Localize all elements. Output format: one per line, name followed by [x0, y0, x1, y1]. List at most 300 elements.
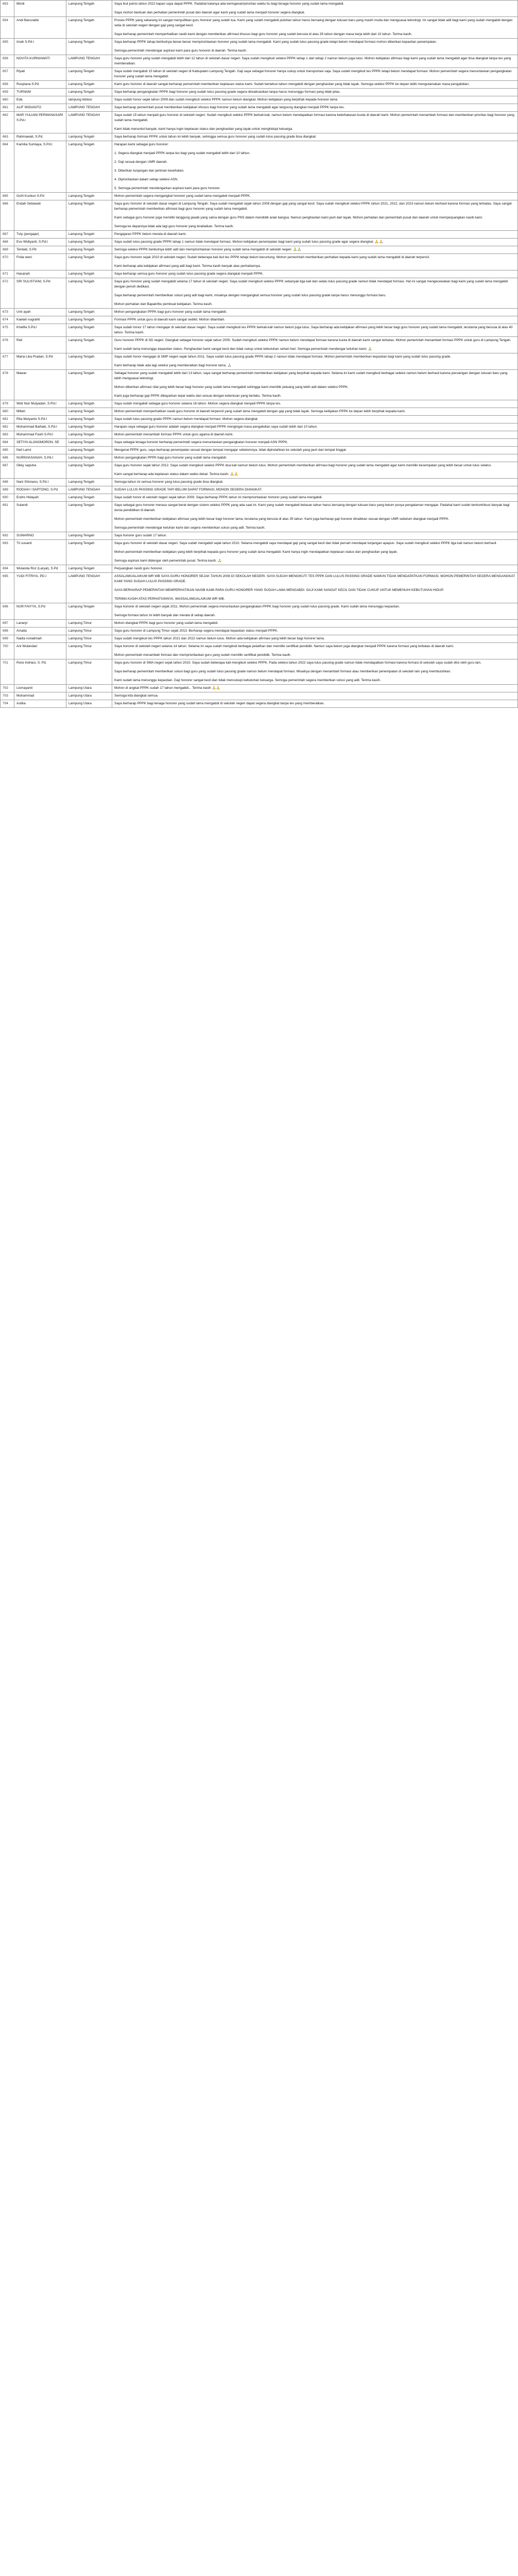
- row-number: 682: [1, 423, 14, 431]
- respondent-location: Lampung Tengah: [66, 431, 112, 439]
- response-text: [112, 416, 518, 423]
- table-row: [1, 494, 518, 502]
- table-row: [1, 193, 518, 200]
- respondent-location: Lampung Tengah: [66, 353, 112, 370]
- respondent-name: Muhammad Fasih S.Pd.I: [14, 431, 66, 439]
- respondent-name: Kaelah nugrahti: [14, 316, 66, 324]
- respondent-name: Lismayanti: [14, 685, 66, 692]
- table-row: [1, 112, 518, 133]
- response-text: [112, 270, 518, 278]
- respondent-location: Lampung Tengah: [66, 81, 112, 89]
- response-paragraph: Saya sudah mengabdi sebagai guru honorer selama 16 tahun. Mohon segera diangkat menjadi PPPK tanpa tes.: [114, 402, 281, 405]
- table-row: [1, 431, 518, 439]
- row-number: 683: [1, 431, 14, 439]
- table-row: [1, 231, 518, 239]
- response-text: [112, 141, 518, 193]
- respondent-location: Lampung Tengah: [66, 141, 112, 193]
- row-number: 668: [1, 239, 14, 246]
- table-row: [1, 628, 518, 635]
- response-paragraph: Saya guru honorer di sekolah dasar negeri di Lampung Tengah. Saya sudah mengabdi sejak tahun 2008 dengan gaji yang sangat kecil. Saya sudah mengikuti seleksi PPPK tahun 2021, 2022, dan 2023 namun belum berhasil karena formasi yang terbatas. Saya sangat berharap pemerintah memberikan afirmasi bagi guru honorer yang sudah lama mengabdi.: [114, 202, 512, 211]
- response-paragraph: SAYA BERHARAP PEMERINTAH MEMPERHATIKAN NASIB KAMI PARA GURU HONORER YANG SUDAH LAMA MENGABDI. GAJI KAMI SANGAT KECIL DAN TIDAK CUKUP UNTUK MEMENUHI KEBUTUHAN HIDUP.: [114, 588, 444, 592]
- response-paragraph: SUDAH LULUS PASSING GRADE TAPI BELUM DAPAT FORMASI, MOHON SEGERA DIANGKAT.: [114, 488, 263, 492]
- response-paragraph: Mohon perhatian dari Bapak/Ibu pembuat kebijakan. Terima kasih.: [114, 302, 213, 306]
- respondent-name: NURKHASANAH, S.Pd.I: [14, 454, 66, 462]
- response-text: [112, 353, 518, 370]
- response-text: [112, 104, 518, 112]
- respondent-location: Lampung Tengah: [66, 39, 112, 55]
- row-number: 663: [1, 133, 14, 141]
- response-paragraph: Kami sudah lama menunggu kepastian. Gaji honorer sangat kecil dan tidak mencukupi kebutuhan keluarga. Semoga pemerintah segera memberikan solusi yang adil. Terima kasih.: [114, 679, 381, 682]
- response-text: [112, 193, 518, 200]
- row-number: 695: [1, 573, 14, 603]
- respondent-name: Wulanda Roz (Laryal), S.Pd: [14, 565, 66, 573]
- row-number: 678: [1, 370, 14, 400]
- response-paragraph: Saya honorer guru sudah 17 tahun.: [114, 534, 167, 537]
- response-paragraph: Harapan kami sebagai guru honorer:: [114, 143, 169, 146]
- table-row: [1, 370, 518, 400]
- table-row: [1, 620, 518, 628]
- response-paragraph: Kami juga berharap gaji PPPK dibayarkan tepat waktu dan sesuai dengan ketentuan yang berlaku. Terima kasih.: [114, 394, 282, 398]
- response-paragraph: 4. Diprioritaskan dalam setiap seleksi ASN.: [114, 178, 178, 181]
- respondent-name: Widi Noir Mulyadari, S.Pd.I: [14, 400, 66, 408]
- respondent-location: Lampung Tengah: [66, 603, 112, 620]
- response-text: [112, 423, 518, 431]
- respondent-location: Lampung Tengah: [66, 540, 112, 565]
- respondent-location: Lampung Tengah: [66, 502, 112, 532]
- response-text: [112, 494, 518, 502]
- table-row: [1, 309, 518, 316]
- table-row: [1, 603, 518, 620]
- response-paragraph: Semoga tahun ini semua honorer yang lulus passing grade bisa diangkat.: [114, 480, 223, 484]
- row-number: 700: [1, 643, 14, 659]
- response-text: [112, 486, 518, 494]
- row-number: 661: [1, 104, 14, 112]
- respondent-location: Lampung Tengah: [66, 447, 112, 454]
- respondent-location: Lampung Tengah: [66, 133, 112, 141]
- response-text: [112, 479, 518, 486]
- row-number: 687: [1, 462, 14, 479]
- respondent-location: Lampung Tengah: [66, 565, 112, 573]
- response-text: [112, 55, 518, 68]
- row-number: 675: [1, 324, 14, 337]
- table-row: [1, 133, 518, 141]
- respondent-name: Roisi Indriasi, S. Pd.: [14, 659, 66, 685]
- table-row: [1, 104, 518, 112]
- response-paragraph: Saya berharap PPPK bagi tenaga honorer yang sudah lama mengabdi di sekolah negeri dapat segera diangkat tanpa tes yang memberatkan.: [114, 702, 325, 705]
- respondent-name: SRI SULISTIANI, S.Pd: [14, 278, 66, 309]
- row-number: 672: [1, 278, 14, 309]
- respondent-name: Rahmawati, S.Pd.: [14, 133, 66, 141]
- table-row: [1, 423, 518, 431]
- response-paragraph: Saya berharap pengangkatan PPPK bagi honorer yang sudah lulus passing grade segera direalisasikan tanpa harus menunggu formasi yang tidak jelas.: [114, 90, 341, 94]
- row-number: 655: [1, 39, 14, 55]
- response-paragraph: Semoga seleksi PPPK berikutnya lebih adil dan memprioritaskan honorer yang sudah lama mengabdi di sekolah negeri. 🙏🙏: [114, 248, 302, 251]
- row-number: 657: [1, 68, 14, 81]
- table-row: [1, 353, 518, 370]
- row-number: 689: [1, 486, 14, 494]
- response-paragraph: Formasi PPPK untuk guru di daerah kami sangat sedikit. Mohon ditambah.: [114, 318, 225, 321]
- respondent-location: Lampung Tengah: [66, 193, 112, 200]
- row-number: 676: [1, 337, 14, 353]
- response-text: [112, 1, 518, 17]
- table-row: [1, 479, 518, 486]
- table-row: [1, 486, 518, 494]
- respondent-location: Lampung Tengah: [66, 17, 112, 39]
- response-text: [112, 400, 518, 408]
- response-paragraph: Saya berharap pemerintah memberikan solusi yang adil bagi kami, misalnya dengan mengangkat semua honorer yang sudah lulus passing grade tanpa harus menunggu formasi baru.: [114, 294, 386, 297]
- respondent-location: LAMPUNG TENGAH: [66, 104, 112, 112]
- respondent-name: Lanaryi: [14, 620, 66, 628]
- table-row: [1, 439, 518, 447]
- respondent-name: Okky saputra: [14, 462, 66, 479]
- response-text: [112, 454, 518, 462]
- response-paragraph: Mohon pemerintah memberikan kebijakan afirmasi yang lebih besar bagi honorer lama, terutama yang berusia di atas 35 tahun. Kami juga berharap gaji honorer dinaikkan sesuai dengan UMR sebelum diangkat menjadi PPPK.: [114, 517, 450, 521]
- response-paragraph: Saya guru honorer sejak 2010 di sekolah negeri. Sudah beberapa kali ikut tes PPPK tetapi belum beruntung. Mohon pemerintah memberikan perhatian kepada kami yang sudah lama mengabdi di daerah terpencil.: [114, 256, 430, 259]
- respondent-location: Lampung Tengah: [66, 337, 112, 353]
- table-row: [1, 502, 518, 532]
- response-paragraph: Kami guru honorer di daerah sangat berharap pemerintah memberikan kejelasan status kami. Sudah bertahun-tahun mengabdi dengan penghasilan yang tidak layak. Semoga seleksi PPPK ke depan lebih mengutamakan masa pengabdian.: [114, 82, 470, 86]
- respondent-name: Eda: [14, 96, 66, 104]
- responses-table-body: [1, 1, 518, 708]
- row-number: 693: [1, 540, 14, 565]
- response-paragraph: Mohon di angkat PPPK sudah 17 tahun mengabdi... Terima kasih 🙏🙏: [114, 686, 220, 690]
- table-row: [1, 337, 518, 353]
- row-number: 666: [1, 200, 14, 231]
- respondent-name: Endro Hidayah: [14, 494, 66, 502]
- respondent-location: Lampung Tengah: [66, 270, 112, 278]
- respondent-location: Lampung Utara: [66, 692, 112, 700]
- response-text: [112, 112, 518, 133]
- response-text: [112, 239, 518, 246]
- respondent-name: Millah: [14, 408, 66, 416]
- table-row: [1, 55, 518, 68]
- response-paragraph: Proses PPPK yang sekarang ini sangat menyulitkan guru honorer yang sudah tua. Kami yang sudah mengabdi puluhan tahun harus bersaing dengan lulusan baru yang masih muda dan menguasai teknologi. Ini sangat tidak adil bagi kami yang sudah mengabdi dengan setia di sekolah negeri dengan gaji yang sangat kecil.: [114, 19, 513, 27]
- response-text: [112, 620, 518, 628]
- table-row: [1, 200, 518, 231]
- respondent-name: Ruspiana S.Pd: [14, 81, 66, 89]
- table-row: [1, 316, 518, 324]
- respondent-location: Lampung Timur: [66, 635, 112, 643]
- row-number: 681: [1, 416, 14, 423]
- response-paragraph: TERIMA KASIH ATAS PERHATIANNYA. WASSALAMUALAIKUM WR WB.: [114, 597, 225, 601]
- respondent-name: MAR YULIANI PERMANASARI S.Pd.i: [14, 112, 66, 133]
- response-text: [112, 17, 518, 39]
- row-number: 702: [1, 685, 14, 692]
- response-paragraph: Kami berharap tidak ada lagi seleksi yang memberatkan bagi honorer lama. 🙏: [114, 364, 232, 367]
- response-text: [112, 254, 518, 270]
- response-text: [112, 68, 518, 81]
- response-text: [112, 309, 518, 316]
- response-text: [112, 324, 518, 337]
- response-paragraph: Saya sudah mengabdi 15 tahun di sekolah negeri di Kabupaten Lampung Tengah. Gaji saya sebagai honorer hanya cukup untuk transportasi saja. Saya sudah mengikuti tes PPPK tetapi belum mendapat formasi. Mohon pemerintah segera menuntaskan pengangkatan honorer yang sudah lama mengabdi.: [114, 70, 512, 78]
- response-paragraph: Mengenai PPPK guru, saya berharap penempatan sesuai dengan tempat mengajar sebelumnya, tidak dipindahkan ke sekolah yang jauh dari tempat tinggal.: [114, 448, 347, 452]
- row-number: 674: [1, 316, 14, 324]
- response-text: [112, 231, 518, 239]
- response-paragraph: 5. Semoga pemerintah mendengarkan aspirasi kami para guru honorer.: [114, 187, 220, 190]
- respondent-location: Lampung Tengah: [66, 309, 112, 316]
- table-row: [1, 565, 518, 573]
- response-text: [112, 81, 518, 89]
- response-text: [112, 603, 518, 620]
- response-paragraph: Saya sudah lulus passing grade PPPK tahap 1 namun tidak mendapat formasi. Mohon kebijakan penempatan bagi kami yang sudah lulus passing grade agar segera diangkat. 🙏🙏: [114, 240, 384, 244]
- row-number: 662: [1, 112, 14, 133]
- response-text: [112, 246, 518, 254]
- response-paragraph: Saya guru honorer di Lampung Timur sejak 2013. Berharap segera mendapat kepastian status menjadi PPPK.: [114, 629, 278, 633]
- row-number: 673: [1, 309, 14, 316]
- row-number: 685: [1, 447, 14, 454]
- respondent-name: NUR FAIYYA, S.Pd: [14, 603, 66, 620]
- respondent-name: Sulandi: [14, 502, 66, 532]
- respondent-location: Lampung Tengah: [66, 239, 112, 246]
- respondent-name: TURNAM: [14, 89, 66, 96]
- row-number: 703: [1, 692, 14, 700]
- respondent-name: Astika: [14, 700, 66, 708]
- respondent-location: LAMPUNG TENGAH: [66, 486, 112, 494]
- respondent-name: Muhammad: [14, 692, 66, 700]
- response-paragraph: 1. Segera diangkat menjadi PPPK tanpa tes bagi yang sudah mengabdi lebih dari 10 tahun.: [114, 151, 250, 155]
- response-paragraph: Mohon pemerintah memperhatikan nasib guru honorer di daerah terpencil yang sudah lama mengabdi dengan gaji yang tidak layak. Semoga kebijakan PPPK ke depan lebih berpihak kepada kami.: [114, 410, 406, 413]
- table-row: [1, 270, 518, 278]
- response-text: [112, 96, 518, 104]
- table-row: [1, 278, 518, 309]
- table-row: [1, 692, 518, 700]
- response-text: [112, 39, 518, 55]
- table-row: [1, 141, 518, 193]
- table-row: [1, 96, 518, 104]
- row-number: 696: [1, 603, 14, 620]
- response-text: [112, 628, 518, 635]
- response-text: [112, 133, 518, 141]
- respondent-name: RODIAH I SAPTONO, S.Pd: [14, 486, 66, 494]
- respondent-name: Umi ayah: [14, 309, 66, 316]
- response-paragraph: Saya sebagai tenaga honorer berharap pemerintah segera menuntaskan pengangkatan honorer menjadi ASN PPPK.: [114, 440, 288, 444]
- respondent-name: Amalia: [14, 628, 66, 635]
- response-text: [112, 316, 518, 324]
- respondent-name: YUDI FITRIYA, PD.I: [14, 573, 66, 603]
- row-number: 699: [1, 635, 14, 643]
- row-number: 698: [1, 628, 14, 635]
- response-paragraph: Guru honorer PPPK di SD negeri. Diangkat sebagai honorer sejak tahun 2005. Sudah mengikuti seleksi PPPK namun belum mendapat formasi karena kuota di daerah kami sangat terbatas. Mohon pemerintah menambah formasi PPPK untuk guru di Lampung Tengah.: [114, 338, 511, 342]
- response-paragraph: Saya guru honorer yang sudah mengabdi selama 17 tahun di sekolah negeri. Saya sudah mengikuti seleksi PPPK sebanyak tiga kali dan selalu lulus passing grade namun tidak mendapat formasi. Hal ini sangat mengecewakan bagi kami yang sudah lama mengabdi dengan penuh dedikasi.: [114, 280, 508, 289]
- response-paragraph: Kami sebagai guru honorer juga memiliki tanggung jawab yang sama dengan guru PNS dalam mendidik anak bangsa. Namun penghasilan kami jauh dari layak. Mohon perhatian dari pemerintah pusat dan daerah untuk memperjuangkan nasib kami.: [114, 216, 483, 219]
- row-number: 690: [1, 494, 14, 502]
- respondent-location: Lampung Tengah: [66, 408, 112, 416]
- response-text: [112, 565, 518, 573]
- respondent-name: Hasanah: [14, 270, 66, 278]
- response-text: [112, 370, 518, 400]
- response-paragraph: Kami sudah lama menunggu kepastian status. Penghasilan kami sangat kecil dan tidak cukup untuk kebutuhan sehari-hari. Semoga pemerintah mendengar keluhan kami. 🙏: [114, 347, 372, 351]
- respondent-name: Maria Lika Pradari, S.Pd: [14, 353, 66, 370]
- respondent-location: Lampung Tengah: [66, 532, 112, 540]
- response-paragraph: Saya guru honorer sejak tahun 2012. Saya sudah mengikuti seleksi PPPK dua kali namun belum lulus. Mohon pemerintah memberikan afirmasi bagi honorer yang sudah lama mengabdi agar kami memiliki kesempatan yang lebih besar untuk lulus seleksi.: [114, 464, 492, 467]
- respondent-location: LAMPUNG TENGAH: [66, 55, 112, 68]
- respondent-name: SETIYA ALANGMORON, SE: [14, 439, 66, 447]
- respondent-name: Imah S.Pd.I: [14, 39, 66, 55]
- response-paragraph: Saya guru honorer di sekolah dasar negeri. Saya sudah mengabdi sejak tahun 2010. Selama mengabdi saya mendapat gaji yang sangat kecil dan tidak pernah mendapat tunjangan apapun. Saya sudah mengikuti seleksi PPPK tiga kali namun belum berhasil.: [114, 541, 497, 545]
- row-number: 694: [1, 565, 14, 573]
- row-number: 669: [1, 246, 14, 254]
- response-paragraph: Harapan saya sebagai guru honorer adalah segera diangkat menjadi PPPK mengingat masa pengabdian saya sudah lebih dari 10 tahun.: [114, 425, 318, 429]
- response-paragraph: Saya sudah honor sejak tahun 2009 dan sudah mengikuti seleksi PPPK namun belum diangkat. Mohon kebijakan yang berpihak kepada honorer lama.: [114, 98, 338, 101]
- response-paragraph: Saya sudah honor di sekolah negeri sejak tahun 2009. Saya berharap PPPK tahun ini memprioritaskan honorer yang sudah lama mengabdi.: [114, 496, 323, 499]
- row-number: 653: [1, 1, 14, 17]
- respondent-name: Riyati: [14, 68, 66, 81]
- table-row: [1, 416, 518, 423]
- response-text: [112, 447, 518, 454]
- table-row: [1, 635, 518, 643]
- response-paragraph: Saya sudah mengikuti tes PPPK tahun 2021 dan 2022 namun belum lulus. Mohon ada kebijakan afirmasi yang lebih besar bagi honorer lama.: [114, 637, 325, 640]
- row-number: 701: [1, 659, 14, 685]
- respondent-location: Lampung Tengah: [66, 462, 112, 479]
- table-row: [1, 68, 518, 81]
- respondent-name: Neil Lamz: [14, 447, 66, 454]
- respondent-name: Mawar: [14, 370, 66, 400]
- response-paragraph: Saya guru honorer yang sudah mengabdi lebih dari 12 tahun di sekolah dasar negeri. Saya sudah mengikuti seleksi PPPK tahap 1 dan tahap 2 namun belum juga lulus. Mohon kebijakan afirmasi bagi kami yang sudah lama mengabdi agar bisa diangkat tanpa tes yang memberatkan.: [114, 57, 511, 65]
- row-number: 660: [1, 96, 14, 104]
- response-text: [112, 635, 518, 643]
- respondent-name: Ridi: [14, 337, 66, 353]
- respondent-location: Lampung Utara: [66, 700, 112, 708]
- response-text: [112, 439, 518, 447]
- respondent-name: Tri susanti: [14, 540, 66, 565]
- response-text: [112, 89, 518, 96]
- response-text: [112, 278, 518, 309]
- response-text: [112, 200, 518, 231]
- response-text: [112, 431, 518, 439]
- response-text: [112, 692, 518, 700]
- response-paragraph: Saya sudah honor mengajar di SMP negeri sejak tahun 2011. Saya sudah lulus passing grade PPPK tahap 2 namun tidak mendapat formasi. Mohon pemerintah memberikan kepastian bagi kami yang sudah lulus passing grade.: [114, 355, 452, 359]
- respondent-location: Lampung Tengah: [66, 68, 112, 81]
- row-number: 656: [1, 55, 14, 68]
- table-row: [1, 462, 518, 479]
- response-paragraph: Saya sebagai guru honorer merasa sangat berat dengan sistem seleksi PPPK yang ada saat ini. Kami yang sudah mengabdi belasan tahun harus bersaing dengan lulusan baru yang belum punya pengalaman mengajar. Padahal kami sudah berkontribusi banyak bagi dunia pendidikan di daerah.: [114, 503, 510, 512]
- response-paragraph: Saya berharap PPPK tahap berikutnya benar-benar memprioritaskan honorer yang sudah lama mengabdi. Kami yang sudah lulus passing grade tetapi belum mendapat formasi mohon diberikan kepastian penempatan.: [114, 40, 437, 44]
- respondent-name: Rita Mulyanto S.Pd.I: [14, 416, 66, 423]
- row-number: 659: [1, 89, 14, 96]
- respondent-name: Nani Shimano, S.Pd.I: [14, 479, 66, 486]
- table-row: [1, 447, 518, 454]
- respondent-name: Nadia roniatimah: [14, 635, 66, 643]
- row-number: 692: [1, 532, 14, 540]
- respondent-location: Lampung Tengah: [66, 439, 112, 447]
- row-number: 680: [1, 408, 14, 416]
- response-paragraph: Saya berharap pemerintah pusat memberikan kebijakan khusus bagi honorer yang sudah lama mengabdi agar langsung diangkat menjadi PPPK tanpa tes.: [114, 106, 345, 109]
- respondent-location: Lampung Tengah: [66, 494, 112, 502]
- table-row: [1, 532, 518, 540]
- response-paragraph: Saya honorer di sekolah negeri selama 14 tahun. Selama ini saya sudah mengikuti berbagai pelatihan dan memiliki sertifikat pendidik. Namun saya belum juga diangkat menjadi PPPK karena formasi yang terbatas di daerah kami.: [114, 645, 454, 648]
- response-paragraph: Saya guru honorer di SMA negeri sejak tahun 2010. Saya sudah beberapa kali mengikuti seleksi PPPK. Pada seleksi tahun 2022 saya lulus passing grade namun tidak mendapatkan formasi karena formasi di sekolah saya sudah diisi oleh guru lain.: [114, 661, 481, 665]
- row-number: 679: [1, 400, 14, 408]
- respondent-name: Tuty (pengajar): [14, 231, 66, 239]
- response-text: [112, 643, 518, 659]
- table-row: [1, 659, 518, 685]
- row-number: 704: [1, 700, 14, 708]
- response-paragraph: Semoga pemerintah mendengar aspirasi kami para guru honorer di daerah. Terima kasih.: [114, 49, 247, 53]
- table-row: [1, 685, 518, 692]
- respondent-location: Lampung Tengah: [66, 1, 112, 17]
- respondent-name: ALIF WIDIANTO: [14, 104, 66, 112]
- response-paragraph: Saya berharap pemerintah memperhatikan nasib kami dengan memberikan afirmasi khusus bagi guru honorer yang sudah berusia di atas 35 tahun dengan masa kerja lebih dari 10 tahun. Terima kasih.: [114, 32, 412, 36]
- response-paragraph: Saya honorer di sekolah negeri sejak 2011. Mohon pemerintah segera menuntaskan pengangkatan PPPK bagi honorer yang sudah lulus passing grade. Kami sudah lama menunggu kepastian.: [114, 605, 400, 608]
- table-row: [1, 700, 518, 708]
- respondent-location: Lampung Tengah: [66, 254, 112, 270]
- table-row: [1, 324, 518, 337]
- table-row: [1, 454, 518, 462]
- respondent-location: Lampung Tengah: [66, 324, 112, 337]
- response-paragraph: Semoga aspirasi kami didengar oleh pemerintah pusat. Terima kasih. 🙏: [114, 559, 222, 563]
- respondent-name: Kamilia Sumiaya, S.Pd.I: [14, 141, 66, 193]
- row-number: 684: [1, 439, 14, 447]
- table-row: [1, 643, 518, 659]
- respondent-location: LAMPUNG TENGAH: [66, 573, 112, 603]
- response-text: [112, 502, 518, 532]
- respondent-location: Lampung Tengah: [66, 278, 112, 309]
- respondent-name: SUWARNO: [14, 532, 66, 540]
- respondent-name: NOVITA KURNIAWATI: [14, 55, 66, 68]
- respondent-location: Lampung Tengah: [66, 454, 112, 462]
- response-paragraph: Kami berharap ada kebijakan afirmasi yang adil bagi kami. Terima kasih banyak atas perhatiannya.: [114, 264, 261, 268]
- respondent-location: Lampung Tengah: [66, 400, 112, 408]
- table-row: [1, 540, 518, 565]
- respondent-location: Lampung Tengah: [66, 246, 112, 254]
- respondent-location: Lampung Tengah: [66, 416, 112, 423]
- respondent-location: Lampung Tengah: [66, 423, 112, 431]
- response-paragraph: Saya berharap pemerintah memberikan solusi bagi guru yang sudah lulus passing grade namun belum mendapat formasi. Misalnya dengan menambah formasi atau memberikan penempatan di sekolah lain yang membutuhkan.: [114, 670, 451, 673]
- row-number: 654: [1, 17, 14, 39]
- table-row: [1, 254, 518, 270]
- respondent-location: lampung tebiesi: [66, 96, 112, 104]
- row-number: 671: [1, 270, 14, 278]
- respondent-name: Khafifa S.Pd.I: [14, 324, 66, 337]
- response-paragraph: Mohon pengangkatan PPPK bagi guru honorer yang sudah lama mengabdi.: [114, 310, 227, 314]
- row-number: 664: [1, 141, 14, 193]
- response-paragraph: Pengajaran PPPK belum merata di daerah kami.: [114, 232, 187, 236]
- responses-sheet: [0, 0, 518, 708]
- table-row: [1, 39, 518, 55]
- response-text: [112, 462, 518, 479]
- response-paragraph: Saya mohon bantuan dan perhatian pemerintah pusat dan daerah agar kami yang sudah lama menjadi honorer segera diangkat.: [114, 11, 305, 14]
- respondent-name: Mindi: [14, 1, 66, 17]
- response-text: [112, 337, 518, 353]
- table-row: [1, 81, 518, 89]
- response-paragraph: ASSALAMUALAIKUM WR WB SAYA GURU HONORER SEJAK TAHUN 2008 DI SEKOLAH NEGERI. SAYA SUDAH MENGIKUTI TES PPPK DAN LULUS PASSING GRADE NAMUN TIDAK MENDAPATKAN FORMASI. MOHON PEMERINTAH SEGERA MENGANGKAT KAMI YANG SUDAH LULUS PASSING GRADE.: [114, 574, 515, 583]
- response-paragraph: Saya berharap semua guru honorer yang sudah lulus passing grade segera diangkat menjadi PPPK.: [114, 272, 264, 276]
- table-row: [1, 246, 518, 254]
- respondent-name: Mohammad Baihaki, S.Pd.I: [14, 423, 66, 431]
- response-paragraph: Saya sudah lulus passing grade PPPK namun belum mendapat formasi. Mohon segera diangkat.: [114, 417, 258, 421]
- respondent-location: Lampung Tengah: [66, 479, 112, 486]
- response-paragraph: Mohon diberikan afirmasi nilai yang lebih besar bagi honorer yang sudah lama mengabdi sehingga kami memiliki peluang yang lebih adil dalam seleksi PPPK.: [114, 385, 349, 389]
- response-paragraph: Mohon pengangkatan PPPK bagi guru honorer yang sudah lama mengabdi.: [114, 456, 227, 460]
- row-number: 697: [1, 620, 14, 628]
- table-row: [1, 17, 518, 39]
- respondent-name: Andi Baruzakki: [14, 17, 66, 39]
- respondent-name: Tentadi, S.Pd: [14, 246, 66, 254]
- response-paragraph: Semoga formasi tahun ini lebih banyak dan merata di setiap daerah.: [114, 614, 216, 617]
- responses-table: [0, 0, 518, 708]
- response-paragraph: Kami sangat berharap ada kejelasan status dalam waktu dekat. Terima kasih. 🙏🙏: [114, 472, 238, 476]
- respondent-name: Frida weni: [14, 254, 66, 270]
- response-paragraph: Perjuangkan nasib guru honorer.: [114, 567, 163, 570]
- response-paragraph: Semoga kita diangkat semua.: [114, 694, 159, 698]
- respondent-name: Gufri Kunkun S.Pd: [14, 193, 66, 200]
- response-paragraph: Mohon diangkat PPPK bagi guru honorer yang sudah lama mengabdi.: [114, 621, 218, 625]
- respondent-location: Lampung Tengah: [66, 231, 112, 239]
- response-paragraph: Saya ikut juknis tahun 2022 kapan saya dapat PPPK. Padahal katanya ada keringanan/prioritas waktu itu bagi tenaga honorer yang sudah lama mengabdi.: [114, 2, 344, 6]
- response-paragraph: Mohon pemerintah menambah formasi PPPK untuk guru agama di daerah kami.: [114, 433, 234, 436]
- respondent-name: Endah Setiawati: [14, 200, 66, 231]
- row-number: 686: [1, 454, 14, 462]
